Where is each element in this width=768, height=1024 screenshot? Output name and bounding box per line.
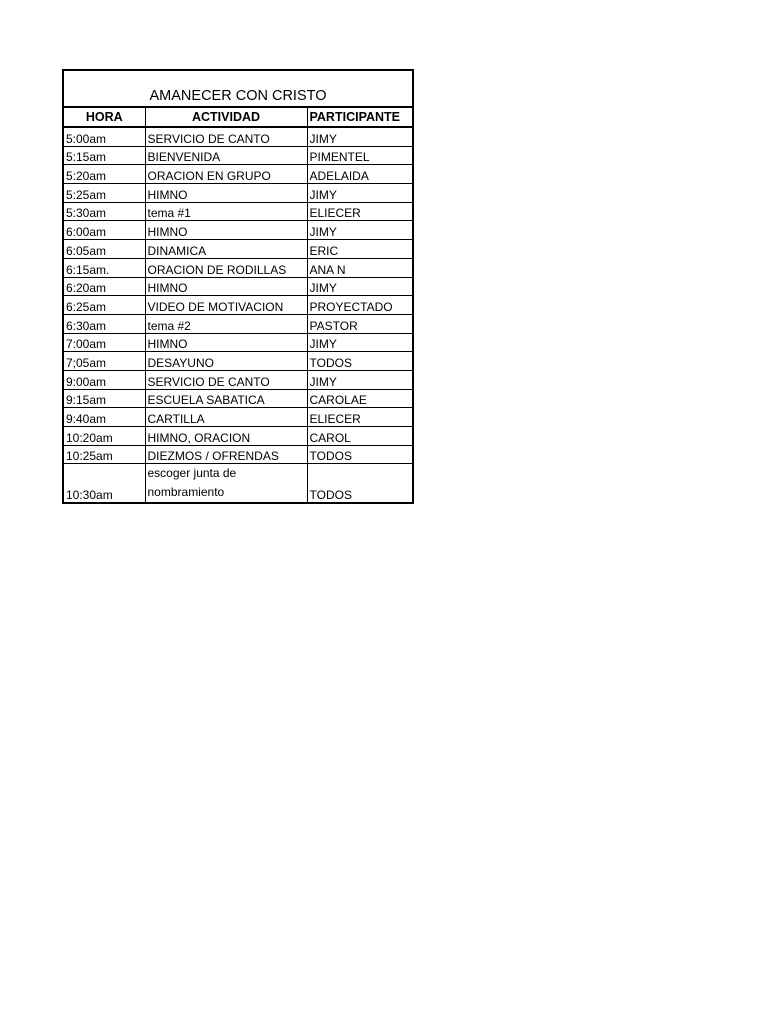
header-participante: PARTICIPANTE [307,107,413,127]
cell-actividad: HIMNO [145,277,307,296]
schedule-table [62,69,414,504]
cell-participante: PASTOR [307,314,413,333]
table-row [63,427,413,446]
header-hora: HORA [63,107,145,127]
cell-hora: 5:20am [63,165,145,184]
cell-actividad: HIMNO [145,184,307,203]
cell-actividad: ESCUELA SABATICA [145,389,307,408]
cell-hora: 6:15am. [63,258,145,277]
cell-participante: CAROL [307,427,413,446]
cell-actividad: DINAMICA [145,240,307,259]
table-row [63,352,413,371]
table-row [63,184,413,203]
cell-participante: JIMY [307,277,413,296]
header-row [63,107,413,127]
table-row [63,240,413,259]
cell-actividad: tema #2 [145,314,307,333]
cell-actividad: VIDEO DE MOTIVACION [145,296,307,315]
cell-participante: JIMY [307,127,413,146]
cell-participante: ELIECER [307,408,413,427]
cell-actividad: BIENVENIDA [145,146,307,165]
table-row [63,221,413,240]
table-row [63,296,413,315]
table-row [63,277,413,296]
cell-participante: JIMY [307,221,413,240]
cell-hora: 7;05am [63,352,145,371]
cell-hora: 9:00am [63,370,145,389]
cell-actividad: ORACION DE RODILLAS [145,258,307,277]
cell-actividad: HIMNO, ORACION [145,427,307,446]
cell-participante: JIMY [307,184,413,203]
title-row [63,70,413,107]
table-row [63,370,413,389]
cell-actividad: CARTILLA [145,408,307,427]
cell-hora: 6:25am [63,296,145,315]
cell-hora: 6:00am [63,221,145,240]
cell-actividad: escoger junta de nombramiento [145,464,307,504]
table-row [63,389,413,408]
cell-participante: TODOS [307,464,413,504]
table-row [63,165,413,184]
table-row [63,202,413,221]
cell-hora: 5:15am [63,146,145,165]
cell-hora: 5:00am [63,127,145,146]
cell-hora: 10:25am [63,445,145,464]
cell-hora: 10:30am [63,464,145,504]
cell-actividad: tema #1 [145,202,307,221]
cell-participante: ELIECER [307,202,413,221]
table-row [63,445,413,464]
cell-participante: ADELAIDA [307,165,413,184]
cell-actividad: SERVICIO DE CANTO [145,370,307,389]
cell-participante: PROYECTADO [307,296,413,315]
table-row [63,258,413,277]
cell-hora: 10:20am [63,427,145,446]
table-row [63,314,413,333]
cell-actividad: HIMNO [145,333,307,352]
cell-hora: 9:15am [63,389,145,408]
cell-actividad: SERVICIO DE CANTO [145,127,307,146]
table-row [63,127,413,146]
cell-participante: JIMY [307,333,413,352]
cell-hora: 6:20am [63,277,145,296]
cell-participante: CAROLAE [307,389,413,408]
header-actividad: ACTIVIDAD [145,107,307,127]
table-row [63,408,413,427]
cell-actividad: DESAYUNO [145,352,307,371]
cell-hora: 6:05am [63,240,145,259]
cell-participante: TODOS [307,352,413,371]
cell-participante: TODOS [307,445,413,464]
table-row [63,333,413,352]
cell-hora: 6:30am [63,314,145,333]
cell-hora: 5:25am [63,184,145,203]
schedule-title: AMANECER CON CRISTO [63,70,413,107]
cell-participante: PIMENTEL [307,146,413,165]
cell-hora: 7:00am [63,333,145,352]
cell-actividad: ORACION EN GRUPO [145,165,307,184]
table-row [63,146,413,165]
cell-hora: 9:40am [63,408,145,427]
cell-participante: ERIC [307,240,413,259]
cell-hora: 5:30am [63,202,145,221]
cell-participante: JIMY [307,370,413,389]
cell-actividad: DIEZMOS / OFRENDAS [145,445,307,464]
cell-actividad: HIMNO [145,221,307,240]
cell-participante: ANA N [307,258,413,277]
table-row [63,464,413,504]
